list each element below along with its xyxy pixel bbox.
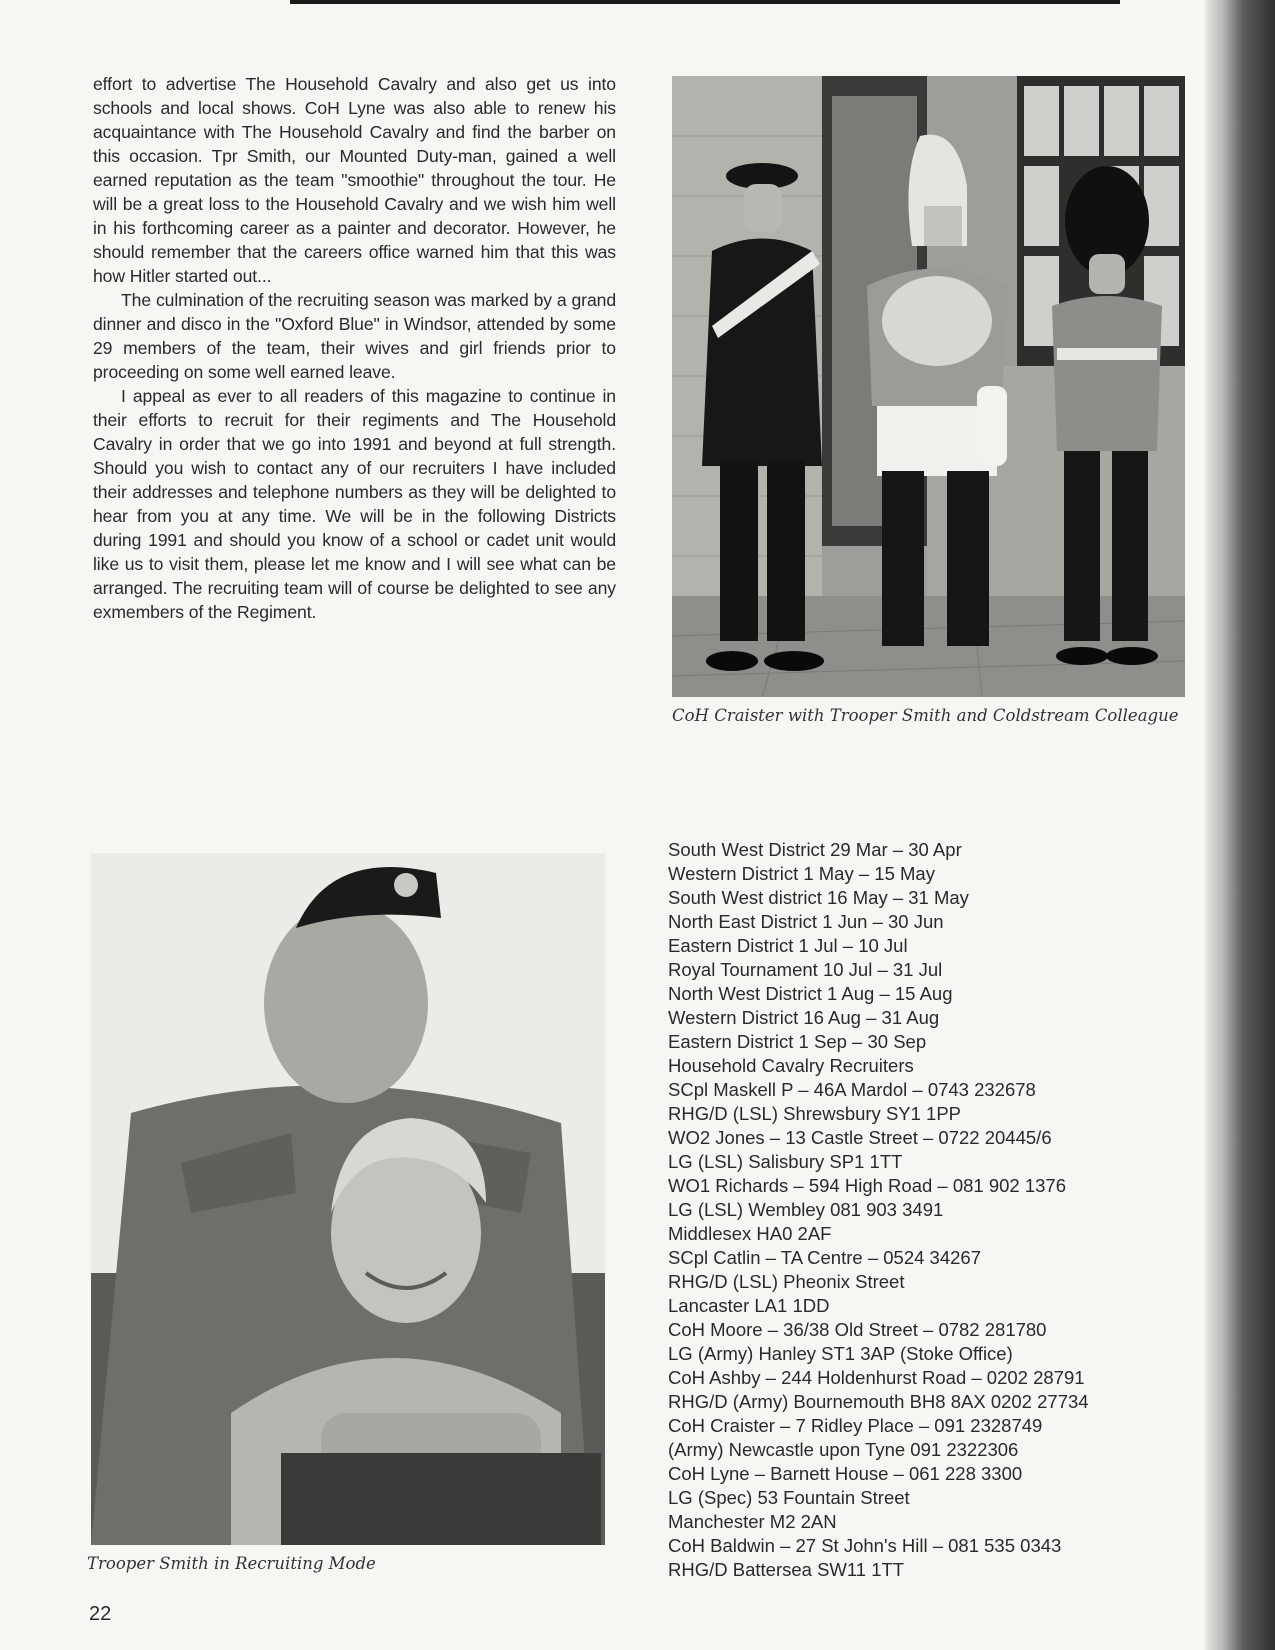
photo-trooper-and-boy	[91, 853, 605, 1545]
list-item: North East District 1 Jun – 30 Jun	[668, 911, 944, 932]
list-item: Lancaster LA1 1DD	[668, 1295, 830, 1316]
photo-caption-top: CoH Craister with Trooper Smith and Coldstream Colleague	[672, 706, 1179, 725]
list-item: Eastern District 1 Sep – 30 Sep	[668, 1031, 927, 1052]
list-item: SCpl Maskell P – 46A Mardol – 0743 232678	[668, 1079, 1036, 1100]
list-item: (Army) Newcastle upon Tyne 091 2322306	[668, 1439, 1019, 1460]
list-item: WO2 Jones – 13 Castle Street – 0722 20445/6	[668, 1127, 1052, 1148]
list-item: CoH Ashby – 244 Holdenhurst Road – 0202 28791	[668, 1367, 1085, 1388]
list-item: South West District 29 Mar – 30 Apr	[668, 839, 962, 860]
page-number: 22	[89, 1603, 112, 1625]
list-item: South West district 16 May – 31 May	[668, 887, 969, 908]
photo-caption-bottom: Trooper Smith in Recruiting Mode	[87, 1554, 376, 1573]
list-item: Western District 16 Aug – 31 Aug	[668, 1007, 940, 1028]
list-item: Eastern District 1 Jul – 10 Jul	[668, 935, 908, 956]
list-item: RHG/D (LSL) Shrewsbury SY1 1PP	[668, 1103, 962, 1124]
top-rule	[290, 0, 1120, 4]
list-item: LG (Army) Hanley ST1 3AP (Stoke Office)	[668, 1343, 1013, 1364]
list-item: Western District 1 May – 15 May	[668, 863, 935, 884]
list-item: CoH Craister – 7 Ridley Place – 091 2328749	[668, 1415, 1043, 1436]
list-item: Manchester M2 2AN	[668, 1511, 837, 1532]
list-item: CoH Moore – 36/38 Old Street – 0782 281780	[668, 1319, 1047, 1340]
list-item: RHG/D (LSL) Pheonix Street	[668, 1271, 905, 1292]
list-item: WO1 Richards – 594 High Road – 081 902 1376	[668, 1175, 1067, 1196]
list-item: RHG/D (Army) Bournemouth BH8 8AX 0202 27734	[668, 1391, 1089, 1412]
list-item: North West District 1 Aug – 15 Aug	[668, 983, 953, 1004]
list-item: Household Cavalry Recruiters	[668, 1055, 914, 1076]
list-item: LG (LSL) Wembley 081 903 3491	[668, 1199, 944, 1220]
list-item: LG (Spec) 53 Fountain Street	[668, 1487, 910, 1508]
article-paragraph: The culmination of the recruiting season was marked by a grand dinner and disco in the "Oxford Blue" in Windsor, attended by some 29 members of the team, their wives and girl friends prior to proceeding on some well earned leave.	[93, 290, 616, 382]
article-paragraph: I appeal as ever to all readers of this magazine to continue in their efforts to recruit for their regiments and The Household Cavalry in order that we go into 1991 and beyond at full strength. Should you wish to contact any of our recruiters I have included their addresses and telephone numbers as they will be delighted to hear from you at any time. We will be in the following Districts during 1991 and should you know of a school or cadet unit would like us to visit them, please let me know and I will see what can be arranged. The recruiting team will of course be delighted to see any exmembers of the Regiment.	[93, 386, 616, 622]
page-binding-shadow	[1205, 0, 1275, 1650]
list-item: CoH Lyne – Barnett House – 061 228 3300	[668, 1463, 1023, 1484]
list-item: RHG/D Battersea SW11 1TT	[668, 1559, 905, 1580]
list-item: CoH Baldwin – 27 St John's Hill – 081 535 0343	[668, 1535, 1062, 1556]
list-item: LG (LSL) Salisbury SP1 1TT	[668, 1151, 903, 1172]
list-item: Middlesex HA0 2AF	[668, 1223, 832, 1244]
article-body	[93, 72, 616, 624]
article-paragraph: effort to advertise The Household Cavalry and also get us into schools and local shows. CoH Lyne was also able to renew his acquaintance with The Household Cavalry and find the barber on this occasion. Tpr Smith, our Mounted Duty-man, gained a well earned reputation as the team "smoothie" throughout the tour. He will be a great loss to the Household Cavalry and we wish him well in his forthcoming career as a painter and decorator. However, he should remember that the careers office warned him that this was how Hitler started out...	[93, 74, 616, 286]
list-item: SCpl Catlin – TA Centre – 0524 34267	[668, 1247, 981, 1268]
list-item: Royal Tournament 10 Jul – 31 Jul	[668, 959, 943, 980]
photo-three-soldiers	[672, 76, 1185, 697]
recruiting-schedule-and-contacts	[668, 838, 1138, 1582]
